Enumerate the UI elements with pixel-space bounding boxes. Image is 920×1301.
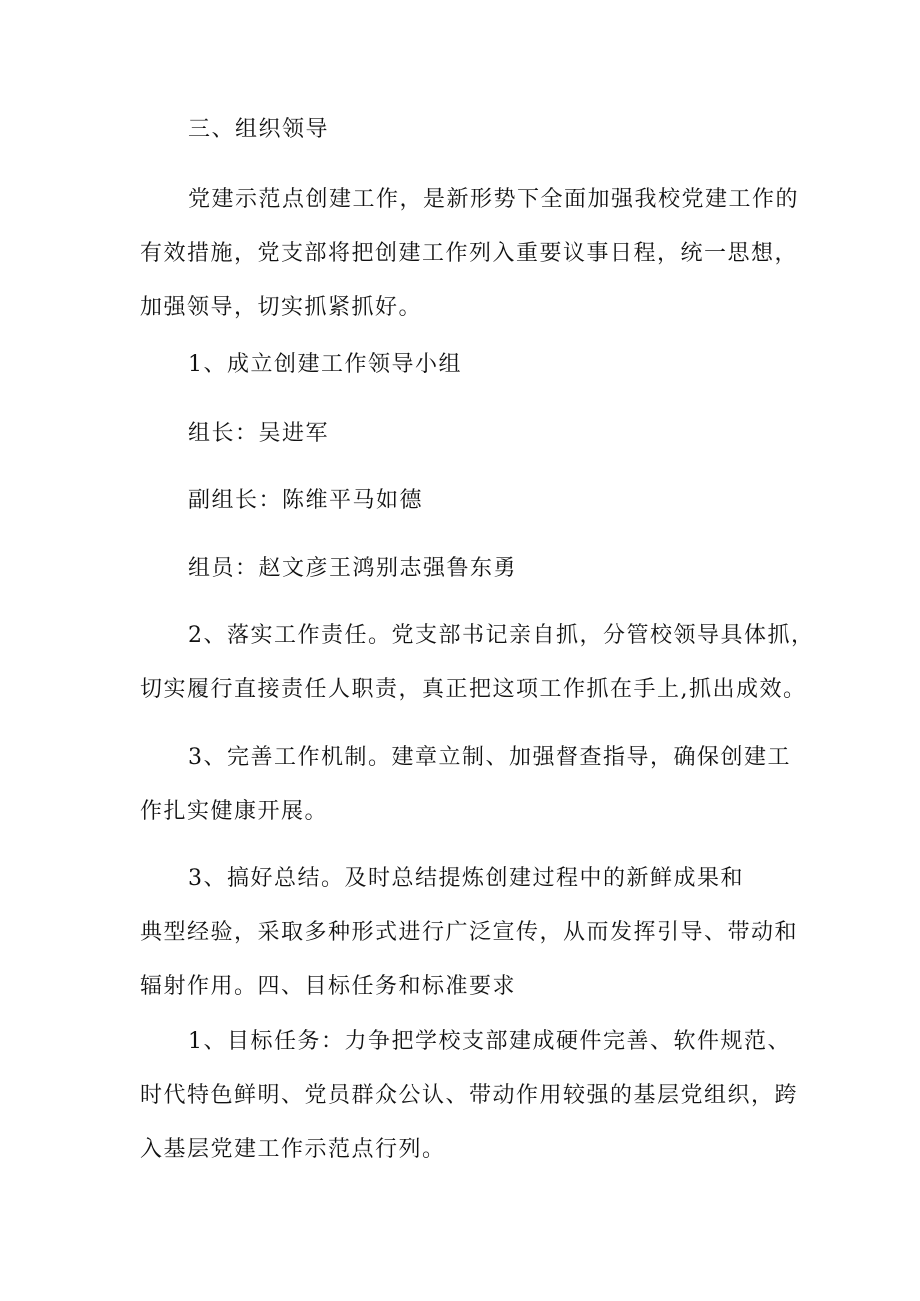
text-line: 组长：吴进军: [188, 421, 330, 446]
deputy-group-leader: [140, 474, 800, 528]
text-line: 加强领导，切实抓紧抓好。: [140, 295, 423, 320]
text-line: 3、完善工作机制。建章立制、加强督查指导，确保创建工: [188, 745, 791, 770]
group-leader: [140, 407, 800, 461]
text-line: 3、搞好总结。及时总结提炼创建过程中的新鲜成果和: [188, 866, 744, 891]
group-members: [140, 542, 800, 596]
text-line: 1、成立创建工作领导小组: [188, 352, 462, 377]
text-line: 时代特色鲜明、党员群众公认、带动作用较强的基层党组织，跨: [140, 1083, 799, 1108]
text-line: 辐射作用。四、目标任务和标准要求: [140, 974, 517, 999]
item-heading-leadership-group: [140, 338, 800, 392]
paragraph-mechanism: [140, 731, 800, 839]
text-line: 三、组织领导: [188, 117, 330, 142]
text-line: 2、落实工作责任。党支部书记亲自抓，分管校领导具体抓，: [188, 623, 815, 648]
text-line: 1、目标任务：力争把学校支部建成硬件完善、软件规范、: [188, 1029, 791, 1054]
paragraph-intro: [140, 173, 800, 335]
text-line: 有效措施，党支部将把创建工作列入重要议事日程，统一思想，: [140, 241, 799, 266]
paragraph-goals: [140, 1015, 800, 1177]
text-line: 副组长：陈维平马如德: [188, 488, 424, 513]
text-line: 入基层党建工作示范点行列。: [140, 1137, 446, 1162]
text-line: 作扎实健康开展。: [140, 799, 329, 824]
text-line: 切实履行直接责任人职责，真正把这项工作抓在手上,抓出成效。: [140, 677, 807, 702]
text-line: 党建示范点创建工作，是新形势下全面加强我校党建工作的: [188, 187, 800, 212]
text-line: 典型经验，采取多种形式进行广泛宣传，从而发挥引导、带动和: [140, 920, 799, 945]
paragraph-responsibility: [140, 609, 815, 717]
paragraph-summary: [140, 852, 800, 1014]
text-line: 组员：赵文彦王鸿别志强鲁东勇: [188, 556, 518, 581]
section-heading-organization: [140, 103, 800, 157]
